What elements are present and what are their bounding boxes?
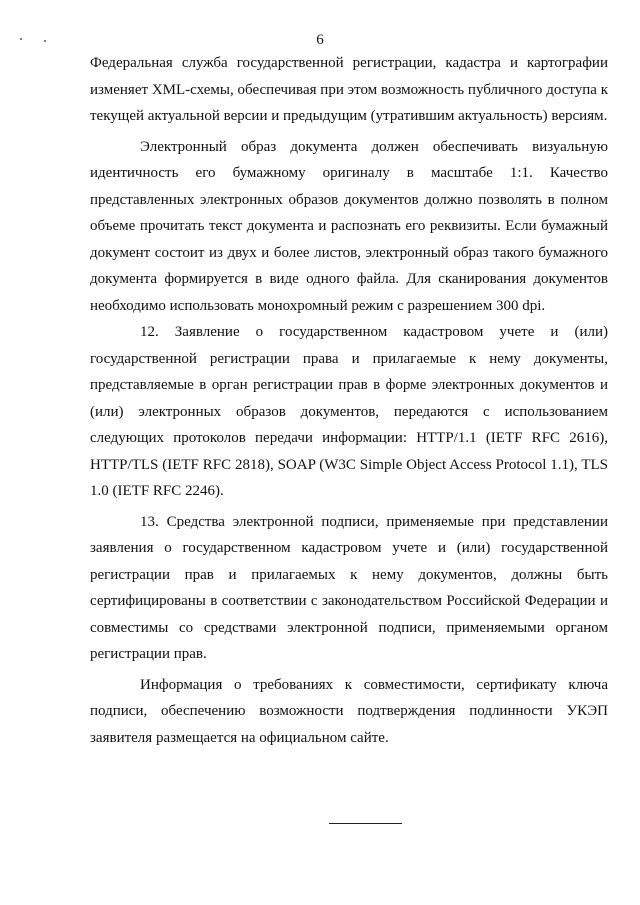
document-body [90, 50, 608, 751]
paragraph-continuation: Федеральная служба государственной регистрации, кадастра и картографии изменяет XML-схемы, обеспечивая при этом возможность публичного доступа к текущей актуальной версии и предыдущим (утратившим актуальность) версиям. [90, 55, 608, 124]
paragraph-compatibility-info: Информация о требованиях к совместимости, сертификату ключа подписи, обеспечению возможности подтверждения подлинности УКЭП заявителя размещается на официальном сайте. [90, 676, 608, 746]
page-number: 6 [316, 32, 324, 48]
paragraph-electronic-image: Электронный образ документа должен обеспечивать визуальную идентичность его бумажному оригиналу в масштабе 1:1. Качество представленных электронных образов документов должно позволять в полном объеме прочитать текст документа и распознать его реквизиты. Если бумажный документ состоит из двух и более листов, электронный образ такого бумажного документа формируется в виде одного файла. Для сканирования документов необходимо использовать монохромный режим с разрешением 300 dpi. [90, 138, 608, 314]
paragraph-item-12: 12. Заявление о государственном кадастровом учете и (или) государственной регистрации права и прилагаемые к нему документы, представляемые в орган регистрации прав в форме электронных документов и (или) электронных образов документов, передаются с использованием следующих протоколов передачи информации: HTTP/1.1 (IETF RFC 2616), HTTP/TLS (IETF RFC 2818), SOAP (W3C Simple Object Access Protocol 1.1), TLS 1.0 (IETF RFC 2246). [90, 324, 608, 499]
end-separator-line [329, 823, 402, 824]
paragraph-item-13: 13. Средства электронной подписи, применяемые при представлении заявления о государственном кадастровом учете и (или) государственной регистрации прав и прилагаемых к нему документов, должны быть сертифицированы в соответствии с законодательством Российской Федерации и совместимы со средствами электронной подписи, применяемыми органом регистрации прав. [90, 513, 608, 662]
